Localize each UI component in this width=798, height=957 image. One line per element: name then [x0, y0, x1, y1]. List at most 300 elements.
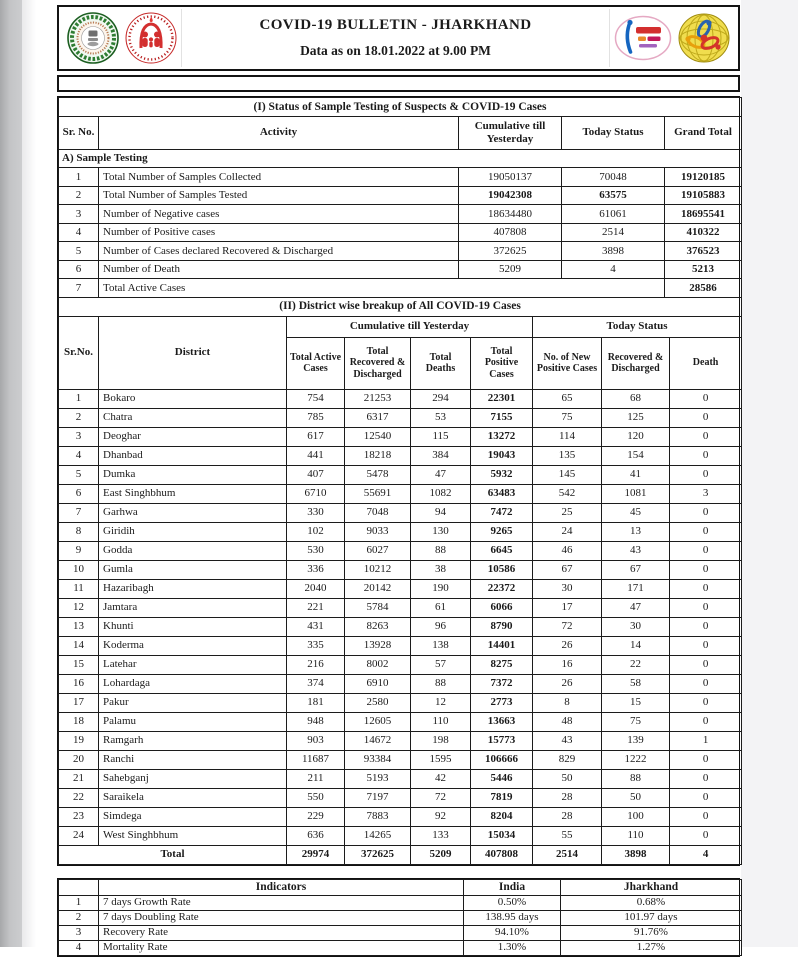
sr-cell: 9 [59, 541, 99, 560]
activity-cell: Total Number of Samples Collected [99, 168, 459, 187]
positive-cases-cell: 13272 [471, 427, 533, 446]
sr-cell: 20 [59, 750, 99, 769]
active-cases-cell: 530 [287, 541, 345, 560]
sample-testing-row [59, 168, 742, 187]
col-header-grand-total: Grand Total [665, 116, 742, 149]
district-name-cell: East Singhbhum [99, 484, 287, 503]
section1-title: (I) Status of Sample Testing of Suspects & COVID-19 Cases [59, 98, 742, 117]
recovered-cell: 7197 [345, 788, 411, 807]
today-recovered-cell: 13 [602, 522, 670, 541]
grand-total-cell: 19105883 [665, 186, 742, 205]
sample-testing-table [58, 97, 742, 298]
deaths-cell: 138 [411, 636, 471, 655]
district-row [59, 579, 742, 598]
positive-cases-cell: 15034 [471, 826, 533, 845]
today-death-cell: 0 [670, 541, 742, 560]
today-cell: 61061 [562, 205, 665, 224]
active-cases-cell: 636 [287, 826, 345, 845]
total-active-cell: 29974 [287, 845, 345, 864]
indicators-corner-cell [59, 879, 99, 895]
group-header-today: Today Status [533, 316, 742, 337]
activity-cell: Number of Death [99, 260, 459, 279]
district-name-cell: Bokaro [99, 389, 287, 408]
deaths-cell: 130 [411, 522, 471, 541]
today-recovered-cell: 50 [602, 788, 670, 807]
sr-cell: 24 [59, 826, 99, 845]
positive-cases-cell: 2773 [471, 693, 533, 712]
today-recovered-cell: 30 [602, 617, 670, 636]
district-row [59, 446, 742, 465]
col-header-today: Today Status [562, 116, 665, 149]
deaths-cell: 42 [411, 769, 471, 788]
district-name-cell: Jamtara [99, 598, 287, 617]
deaths-cell: 88 [411, 674, 471, 693]
deaths-cell: 72 [411, 788, 471, 807]
cumulative-cell: 19050137 [459, 168, 562, 187]
sr-cell: 6 [59, 260, 99, 279]
district-row [59, 408, 742, 427]
empty-spacer-row [57, 75, 740, 92]
district-name-cell: West Singhbhum [99, 826, 287, 845]
today-cell: 3898 [562, 242, 665, 261]
sr-cell: 16 [59, 674, 99, 693]
cumulative-cell: 18634480 [459, 205, 562, 224]
today-death-cell: 0 [670, 807, 742, 826]
active-cases-cell: 6710 [287, 484, 345, 503]
group-header-cumulative: Cumulative till Yesterday [287, 316, 533, 337]
today-recovered-cell: 110 [602, 826, 670, 845]
district-row [59, 807, 742, 826]
sample-testing-section-label: A) Sample Testing [59, 149, 742, 168]
jharkhand-value-cell: 0.68% [561, 895, 742, 910]
india-value-cell: 94.10% [464, 925, 561, 940]
district-row [59, 674, 742, 693]
today-death-cell: 0 [670, 598, 742, 617]
district-row [59, 598, 742, 617]
district-row [59, 788, 742, 807]
activity-cell: Total Number of Samples Tested [99, 186, 459, 205]
district-row [59, 560, 742, 579]
new-positive-cell: 55 [533, 826, 602, 845]
activity-cell: Number of Cases declared Recovered & Discharged [99, 242, 459, 261]
active-cases-cell: 336 [287, 560, 345, 579]
positive-cases-cell: 22301 [471, 389, 533, 408]
deaths-cell: 57 [411, 655, 471, 674]
today-death-cell: 0 [670, 503, 742, 522]
district-name-cell: Khunti [99, 617, 287, 636]
sr-cell: 21 [59, 769, 99, 788]
sr-cell: 4 [59, 940, 99, 955]
new-positive-cell: 43 [533, 731, 602, 750]
bulletin-page [57, 5, 740, 957]
sr-cell: 13 [59, 617, 99, 636]
deaths-cell: 94 [411, 503, 471, 522]
total-active-cases-row [59, 279, 742, 298]
jharkhand-state-logo-icon [614, 15, 672, 61]
active-cases-cell: 216 [287, 655, 345, 674]
grand-total-cell: 19120185 [665, 168, 742, 187]
district-name-cell: Saraikela [99, 788, 287, 807]
col-header-cumulative: Cumulative till Yesterday [459, 116, 562, 149]
active-cases-cell: 102 [287, 522, 345, 541]
district-row [59, 636, 742, 655]
recovered-cell: 6910 [345, 674, 411, 693]
recovered-cell: 21253 [345, 389, 411, 408]
new-positive-cell: 25 [533, 503, 602, 522]
new-positive-cell: 75 [533, 408, 602, 427]
deaths-cell: 1595 [411, 750, 471, 769]
active-cases-cell: 617 [287, 427, 345, 446]
district-name-cell: Dumka [99, 465, 287, 484]
active-cases-cell: 441 [287, 446, 345, 465]
today-death-cell: 0 [670, 655, 742, 674]
col-header-new-positive: No. of New Positive Cases [533, 337, 602, 389]
right-logo-group [609, 9, 734, 67]
new-positive-cell: 67 [533, 560, 602, 579]
today-recovered-cell: 1081 [602, 484, 670, 503]
active-cases-cell: 903 [287, 731, 345, 750]
today-recovered-cell: 1222 [602, 750, 670, 769]
today-death-cell: 0 [670, 427, 742, 446]
deaths-cell: 53 [411, 408, 471, 427]
sr-cell: 3 [59, 925, 99, 940]
positive-cases-cell: 15773 [471, 731, 533, 750]
positive-cases-cell: 7819 [471, 788, 533, 807]
table2-group-header-row [59, 316, 742, 337]
recovered-cell: 6317 [345, 408, 411, 427]
sample-testing-row [59, 205, 742, 224]
district-name-cell: Palamu [99, 712, 287, 731]
district-total-row [59, 845, 742, 864]
today-death-cell: 0 [670, 389, 742, 408]
district-row [59, 769, 742, 788]
section2-title-row [59, 297, 742, 316]
indicator-row [59, 940, 742, 955]
sample-testing-row [59, 242, 742, 261]
active-cases-cell: 948 [287, 712, 345, 731]
col-header-recovered-today: Recovered & Discharged [602, 337, 670, 389]
today-cell: 63575 [562, 186, 665, 205]
today-death-cell: 0 [670, 522, 742, 541]
recovered-cell: 12540 [345, 427, 411, 446]
sr-cell: 22 [59, 788, 99, 807]
new-positive-cell: 65 [533, 389, 602, 408]
indicator-label-cell: 7 days Growth Rate [99, 895, 464, 910]
indicator-label-cell: 7 days Doubling Rate [99, 910, 464, 925]
today-recovered-cell: 47 [602, 598, 670, 617]
district-name-cell: Godda [99, 541, 287, 560]
deaths-cell: 110 [411, 712, 471, 731]
total-today-death-cell: 4 [670, 845, 742, 864]
today-recovered-cell: 68 [602, 389, 670, 408]
today-death-cell: 0 [670, 693, 742, 712]
positive-cases-cell: 10586 [471, 560, 533, 579]
total-recovered-cell: 372625 [345, 845, 411, 864]
total-new-positive-cell: 2514 [533, 845, 602, 864]
positive-cases-cell: 14401 [471, 636, 533, 655]
positive-cases-cell: 7472 [471, 503, 533, 522]
recovered-cell: 10212 [345, 560, 411, 579]
today-recovered-cell: 75 [602, 712, 670, 731]
sr-cell: 2 [59, 186, 99, 205]
new-positive-cell: 28 [533, 807, 602, 826]
sr-cell: 5 [59, 242, 99, 261]
indicator-row [59, 925, 742, 940]
district-row [59, 731, 742, 750]
today-recovered-cell: 88 [602, 769, 670, 788]
positive-cases-cell: 6066 [471, 598, 533, 617]
deaths-cell: 38 [411, 560, 471, 579]
main-tables-block [57, 96, 740, 866]
grand-total-cell: 376523 [665, 242, 742, 261]
today-death-cell: 0 [670, 560, 742, 579]
new-positive-cell: 50 [533, 769, 602, 788]
today-recovered-cell: 154 [602, 446, 670, 465]
today-recovered-cell: 100 [602, 807, 670, 826]
district-name-cell: Chatra [99, 408, 287, 427]
today-recovered-cell: 14 [602, 636, 670, 655]
positive-cases-cell: 8790 [471, 617, 533, 636]
district-row [59, 826, 742, 845]
district-row [59, 522, 742, 541]
scan-right-margin [741, 0, 798, 947]
sr-cell: 19 [59, 731, 99, 750]
today-recovered-cell: 171 [602, 579, 670, 598]
sr-cell: 7 [59, 279, 99, 298]
sr-cell: 17 [59, 693, 99, 712]
sr-cell: 1 [59, 168, 99, 187]
bulletin-title: COVID-19 BULLETIN - JHARKHAND [259, 17, 532, 34]
today-death-cell: 0 [670, 826, 742, 845]
bulletin-date-line: Data as on 18.01.2022 at 9.00 PM [300, 42, 491, 58]
national-health-mission-icon [125, 12, 177, 64]
today-death-cell: 3 [670, 484, 742, 503]
today-death-cell: 0 [670, 769, 742, 788]
sr-cell: 18 [59, 712, 99, 731]
new-positive-cell: 72 [533, 617, 602, 636]
sr-cell: 1 [59, 389, 99, 408]
deaths-cell: 115 [411, 427, 471, 446]
active-cases-cell: 374 [287, 674, 345, 693]
scan-left-margin-fade [22, 0, 36, 947]
today-death-cell: 0 [670, 636, 742, 655]
col-header-activity: Activity [99, 116, 459, 149]
sr-cell: 4 [59, 446, 99, 465]
indicator-row [59, 910, 742, 925]
today-death-cell: 0 [670, 579, 742, 598]
district-name-cell: Pakur [99, 693, 287, 712]
recovered-cell: 5193 [345, 769, 411, 788]
sr-cell: 3 [59, 427, 99, 446]
deaths-cell: 294 [411, 389, 471, 408]
indicator-label-cell: Recovery Rate [99, 925, 464, 940]
jharkhand-value-cell: 91.76% [561, 925, 742, 940]
sr-cell: 2 [59, 408, 99, 427]
grand-total-cell: 5213 [665, 260, 742, 279]
today-death-cell: 0 [670, 446, 742, 465]
new-positive-cell: 8 [533, 693, 602, 712]
india-value-cell: 138.95 days [464, 910, 561, 925]
today-recovered-cell: 15 [602, 693, 670, 712]
positive-cases-cell: 8204 [471, 807, 533, 826]
deaths-cell: 1082 [411, 484, 471, 503]
col-header-sr-no: Sr. No. [59, 116, 99, 149]
new-positive-cell: 16 [533, 655, 602, 674]
today-recovered-cell: 58 [602, 674, 670, 693]
recovered-cell: 55691 [345, 484, 411, 503]
col-header-total-deaths: Total Deaths [411, 337, 471, 389]
col-header-total-active: Total Active Cases [287, 337, 345, 389]
total-today-recovered-cell: 3898 [602, 845, 670, 864]
positive-cases-cell: 106666 [471, 750, 533, 769]
new-positive-cell: 48 [533, 712, 602, 731]
today-recovered-cell: 67 [602, 560, 670, 579]
col-header-total-positive: Total Positive Cases [471, 337, 533, 389]
today-recovered-cell: 45 [602, 503, 670, 522]
new-positive-cell: 46 [533, 541, 602, 560]
district-row [59, 750, 742, 769]
sr-cell: 6 [59, 484, 99, 503]
today-cell: 70048 [562, 168, 665, 187]
recovered-cell: 8263 [345, 617, 411, 636]
active-cases-cell: 785 [287, 408, 345, 427]
today-death-cell: 0 [670, 674, 742, 693]
jharkhand-value-cell: 1.27% [561, 940, 742, 955]
total-active-value-cell: 28586 [665, 279, 742, 298]
cumulative-cell: 407808 [459, 223, 562, 242]
jharkhand-value-cell: 101.97 days [561, 910, 742, 925]
sr-cell: 15 [59, 655, 99, 674]
district-row [59, 484, 742, 503]
sr-cell: 23 [59, 807, 99, 826]
district-row [59, 693, 742, 712]
sr-cell: 8 [59, 522, 99, 541]
positive-cases-cell: 5446 [471, 769, 533, 788]
sample-testing-row [59, 223, 742, 242]
scan-left-margin [0, 0, 22, 947]
deaths-cell: 190 [411, 579, 471, 598]
new-positive-cell: 145 [533, 465, 602, 484]
total-active-label-cell: Total Active Cases [99, 279, 665, 298]
district-row [59, 712, 742, 731]
jharkhand-state-emblem-icon [67, 12, 119, 64]
section1-title-row [59, 98, 742, 117]
new-positive-cell: 30 [533, 579, 602, 598]
deaths-cell: 198 [411, 731, 471, 750]
col-header-indicators: Indicators [99, 879, 464, 895]
indicators-header-row [59, 879, 742, 895]
active-cases-cell: 335 [287, 636, 345, 655]
header-titles [182, 9, 609, 67]
sr-cell: 10 [59, 560, 99, 579]
positive-cases-cell: 5932 [471, 465, 533, 484]
sample-testing-row [59, 260, 742, 279]
today-recovered-cell: 139 [602, 731, 670, 750]
indicators-block [57, 878, 740, 957]
new-positive-cell: 26 [533, 636, 602, 655]
sr-cell: 14 [59, 636, 99, 655]
cumulative-cell: 372625 [459, 242, 562, 261]
left-logo-group [63, 9, 182, 67]
positive-cases-cell: 9265 [471, 522, 533, 541]
sample-testing-section-row [59, 149, 742, 168]
positive-cases-cell: 19043 [471, 446, 533, 465]
positive-cases-cell: 6645 [471, 541, 533, 560]
activity-cell: Number of Negative cases [99, 205, 459, 224]
sr-cell: 7 [59, 503, 99, 522]
sample-testing-row [59, 186, 742, 205]
active-cases-cell: 211 [287, 769, 345, 788]
district-name-cell: Ranchi [99, 750, 287, 769]
active-cases-cell: 754 [287, 389, 345, 408]
new-positive-cell: 829 [533, 750, 602, 769]
col-header-india: India [464, 879, 561, 895]
col-header-total-recovered: Total Recovered & Discharged [345, 337, 411, 389]
positive-cases-cell: 13663 [471, 712, 533, 731]
today-cell: 2514 [562, 223, 665, 242]
section2-title: (II) District wise breakup of All COVID-19 Cases [59, 297, 742, 316]
today-death-cell: 0 [670, 712, 742, 731]
active-cases-cell: 181 [287, 693, 345, 712]
recovered-cell: 20142 [345, 579, 411, 598]
today-death-cell: 0 [670, 617, 742, 636]
recovered-cell: 13928 [345, 636, 411, 655]
cumulative-cell: 5209 [459, 260, 562, 279]
district-name-cell: Deoghar [99, 427, 287, 446]
district-name-cell: Sahebganj [99, 769, 287, 788]
india-value-cell: 1.30% [464, 940, 561, 955]
new-positive-cell: 26 [533, 674, 602, 693]
deaths-cell: 96 [411, 617, 471, 636]
active-cases-cell: 431 [287, 617, 345, 636]
positive-cases-cell: 8275 [471, 655, 533, 674]
today-death-cell: 0 [670, 408, 742, 427]
recovered-cell: 8002 [345, 655, 411, 674]
active-cases-cell: 11687 [287, 750, 345, 769]
recovered-cell: 6027 [345, 541, 411, 560]
today-death-cell: 0 [670, 465, 742, 484]
health-society-globe-icon [678, 13, 730, 63]
district-row [59, 617, 742, 636]
india-value-cell: 0.50% [464, 895, 561, 910]
deaths-cell: 47 [411, 465, 471, 484]
district-row [59, 655, 742, 674]
district-name-cell: Lohardaga [99, 674, 287, 693]
indicators-table [58, 879, 742, 956]
sr-cell: 5 [59, 465, 99, 484]
active-cases-cell: 330 [287, 503, 345, 522]
district-name-cell: Garhwa [99, 503, 287, 522]
today-death-cell: 0 [670, 750, 742, 769]
col-header-district: District [99, 316, 287, 389]
deaths-cell: 92 [411, 807, 471, 826]
sr-cell: 1 [59, 895, 99, 910]
recovered-cell: 93384 [345, 750, 411, 769]
total-deaths-cell: 5209 [411, 845, 471, 864]
deaths-cell: 384 [411, 446, 471, 465]
new-positive-cell: 17 [533, 598, 602, 617]
sr-cell: 2 [59, 910, 99, 925]
district-name-cell: Koderma [99, 636, 287, 655]
positive-cases-cell: 7155 [471, 408, 533, 427]
deaths-cell: 61 [411, 598, 471, 617]
positive-cases-cell: 63483 [471, 484, 533, 503]
indicator-label-cell: Mortality Rate [99, 940, 464, 955]
active-cases-cell: 407 [287, 465, 345, 484]
district-name-cell: Simdega [99, 807, 287, 826]
activity-cell: Number of Positive cases [99, 223, 459, 242]
recovered-cell: 5478 [345, 465, 411, 484]
